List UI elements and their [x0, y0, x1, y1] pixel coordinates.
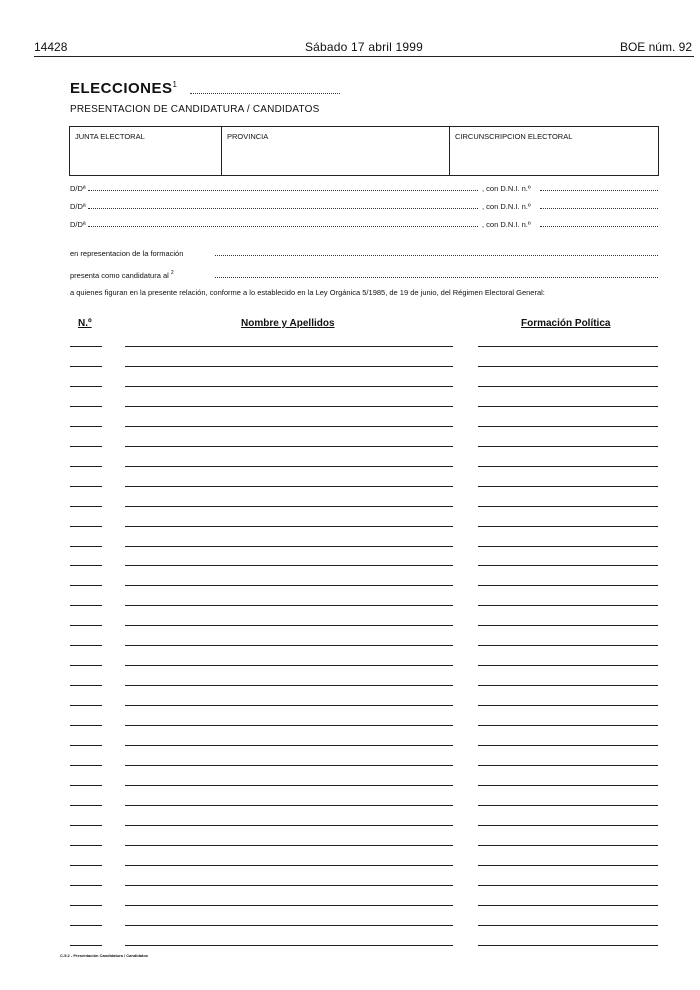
- name-field-line[interactable]: [125, 665, 453, 666]
- party-field-line[interactable]: [478, 625, 658, 626]
- name-field-line[interactable]: [125, 685, 453, 686]
- party-field-line[interactable]: [478, 526, 658, 527]
- party-field-line[interactable]: [478, 645, 658, 646]
- dni-field[interactable]: [540, 190, 658, 191]
- representation-label: en representacion de la formación: [70, 249, 184, 258]
- header-boxes: [69, 126, 659, 176]
- number-field-line[interactable]: [70, 945, 102, 946]
- party-field-line[interactable]: [478, 486, 658, 487]
- name-field-line[interactable]: [125, 546, 453, 547]
- number-field-line[interactable]: [70, 745, 102, 746]
- party-field-line[interactable]: [478, 885, 658, 886]
- number-field-line[interactable]: [70, 546, 102, 547]
- number-field-line[interactable]: [70, 845, 102, 846]
- number-field-line[interactable]: [70, 506, 102, 507]
- name-field-line[interactable]: [125, 366, 453, 367]
- candidacy-label-text: presenta como candidatura al: [70, 271, 169, 280]
- number-field-line[interactable]: [70, 645, 102, 646]
- name-field-line[interactable]: [125, 805, 453, 806]
- number-field-line[interactable]: [70, 346, 102, 347]
- name-field-line[interactable]: [125, 466, 453, 467]
- person-line: [70, 217, 658, 229]
- column-header-number: N.º: [78, 318, 92, 329]
- candidacy-field[interactable]: [215, 277, 658, 278]
- dni-field[interactable]: [540, 208, 658, 209]
- person-label: D/Dª: [70, 220, 86, 229]
- name-field-line[interactable]: [125, 765, 453, 766]
- column-header-party: Formación Política: [521, 318, 611, 329]
- name-field-line[interactable]: [125, 625, 453, 626]
- circunscripcion-label: CIRCUNSCRIPCION ELECTORAL: [455, 132, 573, 141]
- party-field-line[interactable]: [478, 865, 658, 866]
- provincia-label: PROVINCIA: [227, 132, 269, 141]
- representation-field[interactable]: [215, 255, 658, 256]
- dni-field[interactable]: [540, 226, 658, 227]
- number-field-line[interactable]: [70, 705, 102, 706]
- party-field-line[interactable]: [478, 785, 658, 786]
- name-field-line[interactable]: [125, 705, 453, 706]
- publication-date: Sábado 17 abril 1999: [304, 40, 424, 54]
- name-field-line[interactable]: [125, 446, 453, 447]
- name-field-line[interactable]: [125, 645, 453, 646]
- party-field-line[interactable]: [478, 925, 658, 926]
- junta-electoral-box[interactable]: [70, 127, 222, 175]
- number-field-line[interactable]: [70, 486, 102, 487]
- party-field-line[interactable]: [478, 765, 658, 766]
- number-field-line[interactable]: [70, 805, 102, 806]
- form-title-text: ELECCIONES: [70, 80, 173, 97]
- name-field-line[interactable]: [125, 725, 453, 726]
- number-field-line[interactable]: [70, 865, 102, 866]
- number-field-line[interactable]: [70, 426, 102, 427]
- name-field-line[interactable]: [125, 486, 453, 487]
- party-field-line[interactable]: [478, 506, 658, 507]
- party-field-line[interactable]: [478, 845, 658, 846]
- number-field-line[interactable]: [70, 386, 102, 387]
- name-field-line[interactable]: [125, 925, 453, 926]
- number-field-line[interactable]: [70, 565, 102, 566]
- form-title: [70, 80, 177, 97]
- form-subtitle: PRESENTACION DE CANDIDATURA / CANDIDATOS: [70, 104, 320, 115]
- representation-line: [70, 246, 658, 258]
- column-header-name: Nombre y Apellidos: [241, 318, 335, 329]
- number-field-line[interactable]: [70, 665, 102, 666]
- number-field-line[interactable]: [70, 905, 102, 906]
- party-field-line[interactable]: [478, 446, 658, 447]
- party-field-line[interactable]: [478, 705, 658, 706]
- number-field-line[interactable]: [70, 825, 102, 826]
- party-field-line[interactable]: [478, 665, 658, 666]
- dni-label: , con D.N.I. n.º: [482, 184, 531, 193]
- party-field-line[interactable]: [478, 805, 658, 806]
- person-line: [70, 181, 658, 193]
- number-field-line[interactable]: [70, 765, 102, 766]
- party-field-line[interactable]: [478, 725, 658, 726]
- law-statement: a quienes figuran en la presente relación, conforme a lo establecido en la Ley Orgánica 5/1985, de 19 de junio, del Régimen Electoral General:: [70, 288, 545, 297]
- party-field-line[interactable]: [478, 386, 658, 387]
- name-field-line[interactable]: [125, 386, 453, 387]
- name-field-line[interactable]: [125, 605, 453, 606]
- party-field-line[interactable]: [478, 466, 658, 467]
- number-field-line[interactable]: [70, 466, 102, 467]
- party-field-line[interactable]: [478, 426, 658, 427]
- number-field-line[interactable]: [70, 785, 102, 786]
- dni-label: , con D.N.I. n.º: [482, 202, 531, 211]
- name-field-line[interactable]: [125, 905, 453, 906]
- person-name-field[interactable]: [88, 208, 478, 209]
- party-field-line[interactable]: [478, 346, 658, 347]
- page-number: 14428: [34, 40, 68, 54]
- party-field-line[interactable]: [478, 565, 658, 566]
- dni-label: , con D.N.I. n.º: [482, 220, 531, 229]
- party-field-line[interactable]: [478, 605, 658, 606]
- number-field-line[interactable]: [70, 925, 102, 926]
- name-field-line[interactable]: [125, 346, 453, 347]
- name-field-line[interactable]: [125, 506, 453, 507]
- number-field-line[interactable]: [70, 725, 102, 726]
- number-field-line[interactable]: [70, 366, 102, 367]
- candidacy-line: [70, 268, 658, 280]
- junta-electoral-label: JUNTA ELECTORAL: [75, 132, 145, 141]
- circunscripcion-box[interactable]: [450, 127, 658, 175]
- candidacy-label: [70, 270, 176, 280]
- name-field-line[interactable]: [125, 585, 453, 586]
- person-line: [70, 199, 658, 211]
- candidacy-footnote-ref: 2: [170, 270, 174, 276]
- person-label: D/Dª: [70, 184, 86, 193]
- name-field-line[interactable]: [125, 426, 453, 427]
- number-field-line[interactable]: [70, 605, 102, 606]
- form-code: C-5.2 - Presentación Candidatura / Candidatos: [60, 953, 149, 958]
- title-footnote-ref: 1: [172, 80, 178, 89]
- number-field-line[interactable]: [70, 406, 102, 407]
- name-field-line[interactable]: [125, 745, 453, 746]
- name-field-line[interactable]: [125, 865, 453, 866]
- party-field-line[interactable]: [478, 905, 658, 906]
- name-field-line[interactable]: [125, 406, 453, 407]
- name-field-line[interactable]: [125, 785, 453, 786]
- name-field-line[interactable]: [125, 526, 453, 527]
- party-field-line[interactable]: [478, 406, 658, 407]
- party-field-line[interactable]: [478, 745, 658, 746]
- name-field-line[interactable]: [125, 565, 453, 566]
- person-name-field[interactable]: [88, 190, 478, 191]
- party-field-line[interactable]: [478, 825, 658, 826]
- party-field-line[interactable]: [478, 366, 658, 367]
- issue-number: BOE núm. 92: [619, 40, 692, 54]
- number-field-line[interactable]: [70, 585, 102, 586]
- title-fill-line[interactable]: [190, 93, 340, 94]
- party-field-line[interactable]: [478, 546, 658, 547]
- number-field-line[interactable]: [70, 526, 102, 527]
- number-field-line[interactable]: [70, 446, 102, 447]
- party-field-line[interactable]: [478, 685, 658, 686]
- number-field-line[interactable]: [70, 625, 102, 626]
- name-field-line[interactable]: [125, 945, 453, 946]
- name-field-line[interactable]: [125, 885, 453, 886]
- name-field-line[interactable]: [125, 825, 453, 826]
- number-field-line[interactable]: [70, 885, 102, 886]
- provincia-box[interactable]: [222, 127, 450, 175]
- name-field-line[interactable]: [125, 845, 453, 846]
- person-label: D/Dª: [70, 202, 86, 211]
- person-name-field[interactable]: [88, 226, 478, 227]
- number-field-line[interactable]: [70, 685, 102, 686]
- party-field-line[interactable]: [478, 585, 658, 586]
- page-header: [34, 38, 694, 57]
- party-field-line[interactable]: [478, 945, 658, 946]
